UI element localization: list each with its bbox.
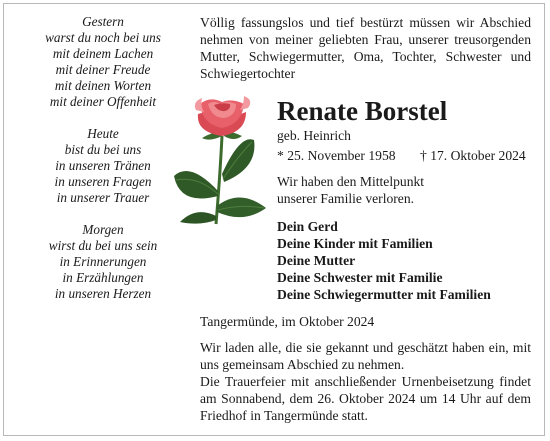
mourner: Deine Schwester mit Familie — [277, 270, 443, 285]
poem-line: bist du bei uns — [64, 142, 142, 157]
loss-line: Wir haben den Mittelpunkt — [277, 174, 425, 189]
poem-line: in unseren Fragen — [54, 174, 152, 189]
poem-line: wirst du bei uns sein — [48, 238, 158, 253]
maiden-name: geb. Heinrich — [277, 128, 351, 143]
intro-paragraph: Völlig fassungslos und tief bestürzt müssen wir Abschied nehmen von meiner geliebten Frau, unserer treusorgenden Mutter, Schwiegermutter, Oma, Tochter, Schwester und Schwiegertochter — [200, 15, 531, 81]
ceremony-text: Die Trauerfeier mit anschließender Urnenbeisetzung findet am Sonnabend, dem 26. Oktober 2024 um 14 Uhr auf dem Friedhof in Tangermünde statt. — [200, 374, 531, 423]
poem-line: Morgen — [82, 222, 124, 237]
mourner: Deine Kinder mit Familien — [277, 236, 433, 251]
intro-text — [200, 14, 531, 82]
rose-image — [170, 96, 272, 226]
poem-line: mit deinen Worten — [54, 78, 152, 93]
loss-line: unserer Familie verloren. — [277, 191, 415, 206]
mourner: Deine Schwiegermutter mit Familien — [277, 287, 491, 302]
deceased-name: Renate Borstel — [277, 96, 448, 126]
poem-line: in unseren Tränen — [55, 158, 151, 173]
rose-leaf — [174, 171, 218, 199]
place-date: Tangermünde, im Oktober 2024 — [200, 314, 375, 329]
poem-line: Gestern — [82, 14, 124, 29]
poem-line: in unserer Trauer — [56, 190, 150, 205]
rose-leaf — [180, 212, 216, 223]
poem — [18, 14, 188, 318]
poem-line: warst du noch bei uns — [45, 30, 161, 45]
birth-date: * 25. November 1958 — [277, 148, 396, 163]
rose-leaf — [222, 139, 254, 182]
mourner: Dein Gerd — [277, 219, 338, 234]
mourner: Deine Mutter — [277, 253, 356, 268]
poem-line: in unseren Herzen — [54, 286, 152, 301]
death-date: † 17. Oktober 2024 — [420, 148, 526, 163]
poem-stanza-yesterday — [18, 14, 188, 110]
poem-stanza-today — [18, 126, 188, 206]
invitation-text: Wir laden alle, die sie gekannt und geschätzt haben ein, mit uns gemeinsam Abschied zu nehmen. — [200, 340, 531, 372]
poem-line: in Erinnerungen — [59, 254, 147, 269]
poem-line: mit deiner Offenheit — [49, 94, 157, 109]
loss-text — [277, 173, 527, 207]
poem-line: mit deiner Freude — [55, 62, 151, 77]
poem-stanza-tomorrow — [18, 222, 188, 302]
mourners-list — [277, 218, 537, 303]
poem-line: in Erzählungen — [62, 270, 144, 285]
funeral-notice — [200, 339, 531, 424]
poem-line: Heute — [87, 126, 119, 141]
poem-line: mit deinem Lachen — [52, 46, 154, 61]
